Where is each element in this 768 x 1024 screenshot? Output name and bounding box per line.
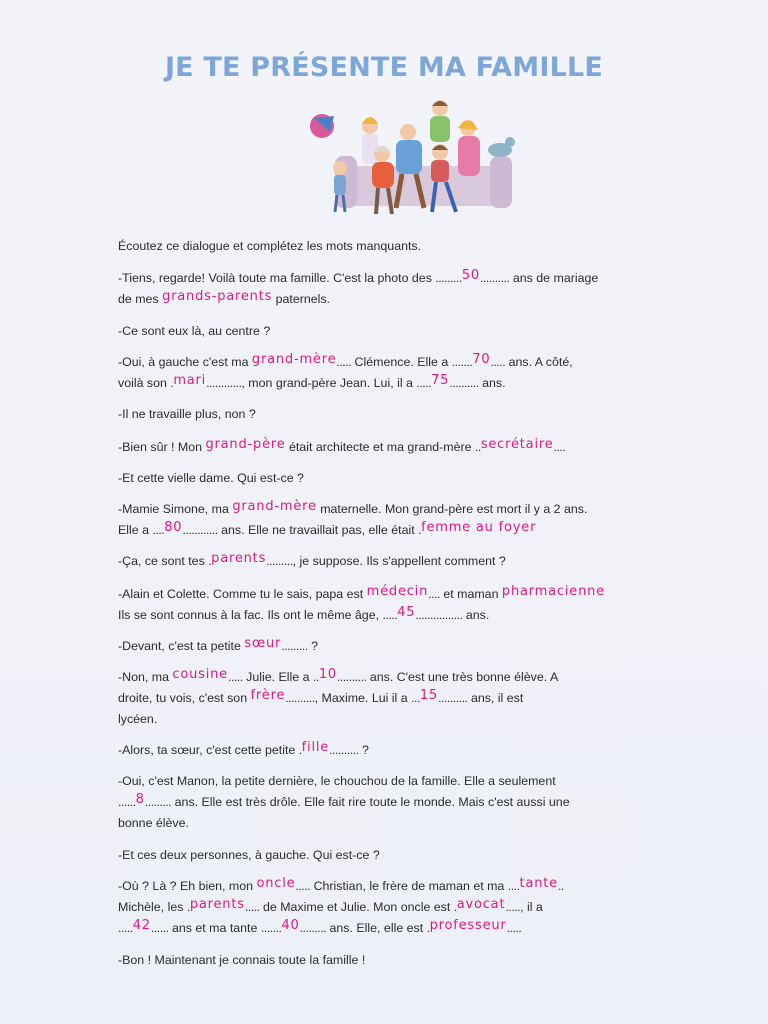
- dialogue-line-2: [118, 289, 648, 310]
- answer-field[interactable]: 42: [132, 918, 151, 933]
- line-text: -Tiens, regarde! Voilà toute ma famille. C'est la photo des: [118, 271, 436, 285]
- dialogue-line-7: -Bien sûr ! Mon grand-père était architecte et ma grand-mère ..secrétaire....: [118, 437, 566, 454]
- line-text: , je suppose. Ils s'appellent comment ?: [292, 554, 506, 568]
- line-text: Julie. Elle a: [242, 670, 313, 684]
- line-text: Clémence. Elle a: [351, 355, 452, 369]
- page-title: JE TE PRÉSENTE MA FAMILLE: [164, 52, 604, 83]
- line-text: de mes: [118, 292, 163, 306]
- answer-field[interactable]: mari: [173, 373, 207, 388]
- answer-field[interactable]: 70: [472, 352, 491, 367]
- answer-field[interactable]: médecin: [366, 584, 429, 599]
- line-text: -Oui, à gauche c'est ma: [118, 355, 252, 369]
- line-text: droite, tu vois, c'est son: [118, 691, 251, 705]
- answer-field[interactable]: parents: [211, 551, 267, 566]
- answer-field[interactable]: grand-mère: [232, 499, 317, 514]
- line-text: -Mamie Simone, ma: [118, 502, 233, 516]
- line-text: -Non, ma: [118, 670, 173, 684]
- dialogue-line-5: voilà son .mari............, mon grand-père Jean. Lui, il a .....75.......... ans.: [118, 373, 506, 390]
- line-text: -Ça, ce sont tes: [118, 554, 209, 568]
- answer-field[interactable]: fille: [301, 740, 330, 755]
- line-text: était architecte et ma grand-mère: [285, 440, 475, 454]
- dialogue-line-10: Elle a ....80............ ans. Elle ne travaillait pas, elle était .femme au foyer: [118, 520, 537, 537]
- answer-field[interactable]: grand-mère: [251, 352, 337, 367]
- dialogue-line-9: [118, 499, 648, 520]
- answer-field[interactable]: secrétaire: [480, 437, 554, 452]
- answer-field[interactable]: tante: [519, 876, 558, 891]
- family-on-sofa-illustration: [300, 96, 520, 226]
- dialogue-line-3: -Ce sont eux là, au centre ?: [118, 324, 271, 338]
- line-text: et maman: [439, 587, 502, 601]
- line-text: Michèle, les: [118, 900, 187, 914]
- answer-field[interactable]: 50: [461, 268, 480, 283]
- dialogue-line-14: -Devant, c'est ta petite sœur......... ?: [118, 636, 319, 653]
- dialogue-line-21: bonne élève.: [118, 816, 189, 830]
- dialogue-line-6: -Il ne travaille plus, non ?: [118, 407, 256, 421]
- answer-field[interactable]: 45: [397, 605, 416, 620]
- dialogue-line-15: -Non, ma cousine..... Julie. Elle a ..10.......... ans. C'est une très bonne élève. A: [118, 667, 559, 684]
- line-text: ans. A côté,: [505, 355, 573, 369]
- answer-field[interactable]: 80: [164, 520, 183, 535]
- line-text: de Maxime et Julie. Mon oncle est: [259, 900, 454, 914]
- dialogue-line-11: -Ça, ce sont tes .parents........., je suppose. Ils s'appellent comment ?: [118, 551, 506, 568]
- answer-field[interactable]: professeur: [429, 918, 507, 933]
- answer-field[interactable]: pharmacienne: [501, 584, 605, 599]
- dialogue-line-17: lycéen.: [118, 712, 158, 726]
- answer-field[interactable]: 15: [419, 688, 439, 703]
- line-text: ans.: [462, 608, 490, 622]
- answer-field[interactable]: cousine: [172, 667, 228, 682]
- dialogue-line-1: -Tiens, regarde! Voilà toute ma famille. C'est la photo des .........50.......... ans de mariage: [118, 268, 599, 285]
- dialogue-line-4: -Oui, à gauche c'est ma grand-mère..... Clémence. Elle a .......70..... ans. A côté,: [118, 352, 573, 369]
- line-text: -Bien sûr ! Mon: [118, 440, 206, 454]
- dialogue-line-25: .....42...... ans et ma tante .......40......... ans. Elle, elle est .professeur.....: [118, 918, 522, 935]
- dialogue-line-8: -Et cette vielle dame. Qui est-ce ?: [118, 471, 304, 485]
- dialogue-line-26: -Bon ! Maintenant je connais toute la famille !: [118, 953, 366, 967]
- line-text: ?: [307, 639, 319, 653]
- line-text: Christian, le frère de maman et ma: [310, 879, 508, 893]
- answer-field[interactable]: 8: [135, 792, 145, 807]
- line-text: ans. Elle ne travaillait pas, elle était: [217, 523, 419, 537]
- dialogue-line-12: -Alain et Colette. Comme tu le sais, papa est médecin.... et maman pharmacienne: [118, 584, 605, 601]
- line-text: , il a: [520, 900, 543, 914]
- answer-field[interactable]: avocat: [456, 897, 506, 912]
- answer-field[interactable]: grands-parents: [162, 289, 273, 304]
- dialogue-line-23: -Où ? Là ? Eh bien, mon oncle..... Christian, le frère de maman et ma ....tante..: [118, 876, 564, 893]
- line-text: Elle a: [118, 523, 153, 537]
- line-text: -Alors, ta sœur, c'est cette petite: [118, 743, 299, 757]
- dialogue-line-16: droite, tu vois, c'est son frère.........., Maxime. Lui il a ...15.......... ans, il est: [118, 688, 524, 705]
- answer-field[interactable]: grand-père: [205, 437, 286, 452]
- line-text: ans, il est: [467, 691, 524, 705]
- line-text: , Maxime. Lui il a: [314, 691, 412, 705]
- line-text: ?: [358, 743, 369, 757]
- dialogue-line-24: Michèle, les .parents..... de Maxime et Julie. Mon oncle est .avocat....., il a: [118, 897, 543, 914]
- line-text: , mon grand-père Jean. Lui, il a: [241, 376, 417, 390]
- line-text: Ils se sont connus à la fac. Ils ont le même âge,: [118, 608, 383, 622]
- dialogue-line-19: -Oui, c'est Manon, la petite dernière, le chouchou de la famille. Elle a seulement: [118, 774, 556, 788]
- line-text: voilà son: [118, 376, 171, 390]
- line-text: ans de mariage: [509, 271, 599, 285]
- answer-field[interactable]: femme au foyer: [421, 520, 537, 535]
- answer-field[interactable]: oncle: [256, 876, 296, 891]
- line-text: -Alain et Colette. Comme tu le sais, papa est: [118, 587, 367, 601]
- line-text: ans et ma tante: [168, 921, 261, 935]
- answer-field[interactable]: 10: [318, 667, 337, 682]
- line-text: ans. Elle est très drôle. Elle fait rire toute le monde. Mais c'est aussi une: [171, 795, 570, 809]
- dialogue-line-13: Ils se sont connus à la fac. Ils ont le même âge, .....45................ ans.: [118, 605, 490, 622]
- answer-field[interactable]: 40: [281, 918, 300, 933]
- answer-field[interactable]: sœur: [244, 636, 282, 651]
- dialogue-line-18: -Alors, ta sœur, c'est cette petite .fille.......... ?: [118, 740, 369, 757]
- answer-field[interactable]: frère: [250, 688, 286, 703]
- dialogue-line-22: -Et ces deux personnes, à gauche. Qui est-ce ?: [118, 848, 380, 862]
- line-text: ans.: [478, 376, 506, 390]
- dialogue-line-20: ......8......... ans. Elle est très drôle. Elle fait rire toute le monde. Mais c'est aussi une: [118, 792, 570, 809]
- line-text: maternelle. Mon grand-père est mort il y a 2 ans.: [316, 502, 588, 516]
- line-text: ans. Elle, elle est: [326, 921, 427, 935]
- answer-field[interactable]: 75: [431, 373, 450, 388]
- instructions: Écoutez ce dialogue et complétez les mots manquants.: [118, 239, 422, 253]
- line-text: -Devant, c'est ta petite: [118, 639, 245, 653]
- answer-field[interactable]: parents: [189, 897, 245, 912]
- line-text: -Où ? Là ? Eh bien, mon: [118, 879, 257, 893]
- line-text: ans. C'est une très bonne élève. A: [366, 670, 559, 684]
- line-text: paternels.: [272, 292, 331, 306]
